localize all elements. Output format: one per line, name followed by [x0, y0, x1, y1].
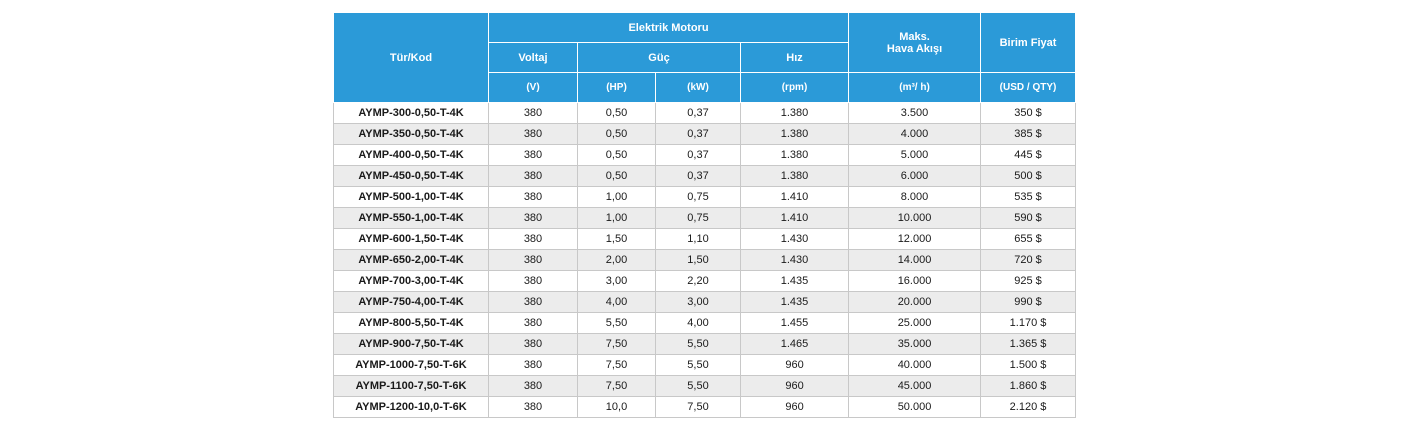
cell-voltage: 380	[489, 271, 578, 292]
cell-kw: 3,00	[656, 292, 741, 313]
cell-hp: 5,50	[578, 313, 656, 334]
cell-air-flow: 14.000	[849, 250, 981, 271]
table-row	[334, 166, 1076, 187]
cell-code: AYMP-550-1,00-T-4K	[334, 208, 489, 229]
cell-kw: 1,50	[656, 250, 741, 271]
table-row	[334, 187, 1076, 208]
cell-rpm: 1.380	[741, 124, 849, 145]
cell-air-flow: 25.000	[849, 313, 981, 334]
cell-code: AYMP-800-5,50-T-4K	[334, 313, 489, 334]
cell-rpm: 960	[741, 376, 849, 397]
cell-kw: 0,37	[656, 103, 741, 124]
cell-air-flow: 45.000	[849, 376, 981, 397]
table-row	[334, 355, 1076, 376]
cell-air-flow: 35.000	[849, 334, 981, 355]
cell-hp: 1,00	[578, 187, 656, 208]
cell-voltage: 380	[489, 187, 578, 208]
cell-price: 535 $	[981, 187, 1076, 208]
cell-code: AYMP-750-4,00-T-4K	[334, 292, 489, 313]
cell-hp: 0,50	[578, 166, 656, 187]
cell-voltage: 380	[489, 376, 578, 397]
table-row	[334, 208, 1076, 229]
cell-hp: 0,50	[578, 103, 656, 124]
cell-kw: 0,37	[656, 145, 741, 166]
cell-air-flow: 4.000	[849, 124, 981, 145]
cell-rpm: 960	[741, 355, 849, 376]
cell-code: AYMP-1200-10,0-T-6K	[334, 397, 489, 418]
cell-air-flow: 5.000	[849, 145, 981, 166]
table-body	[334, 103, 1076, 418]
unit-rpm: (rpm)	[741, 73, 849, 103]
cell-price: 385 $	[981, 124, 1076, 145]
header-electric-motor: Elektrik Motoru	[489, 13, 849, 43]
cell-price: 445 $	[981, 145, 1076, 166]
cell-voltage: 380	[489, 166, 578, 187]
cell-air-flow: 6.000	[849, 166, 981, 187]
table-row	[334, 397, 1076, 418]
table-row	[334, 376, 1076, 397]
cell-voltage: 380	[489, 124, 578, 145]
unit-price: (USD / QTY)	[981, 73, 1076, 103]
price-table	[333, 12, 1076, 418]
header-speed: Hız	[741, 43, 849, 73]
table-row	[334, 271, 1076, 292]
cell-voltage: 380	[489, 313, 578, 334]
header-max-air-line2: Hava Akışı	[886, 42, 943, 55]
table-row	[334, 229, 1076, 250]
cell-hp: 10,0	[578, 397, 656, 418]
cell-voltage: 380	[489, 103, 578, 124]
cell-kw: 0,75	[656, 208, 741, 229]
unit-hp: (HP)	[578, 73, 656, 103]
table-row	[334, 103, 1076, 124]
cell-rpm: 1.465	[741, 334, 849, 355]
cell-hp: 3,00	[578, 271, 656, 292]
cell-hp: 7,50	[578, 334, 656, 355]
cell-code: AYMP-900-7,50-T-4K	[334, 334, 489, 355]
cell-rpm: 1.435	[741, 271, 849, 292]
cell-price: 2.120 $	[981, 397, 1076, 418]
table-row	[334, 250, 1076, 271]
cell-kw: 0,37	[656, 166, 741, 187]
cell-kw: 0,75	[656, 187, 741, 208]
unit-voltage: (V)	[489, 73, 578, 103]
cell-rpm: 1.430	[741, 250, 849, 271]
cell-rpm: 1.410	[741, 208, 849, 229]
cell-code: AYMP-600-1,50-T-4K	[334, 229, 489, 250]
cell-kw: 5,50	[656, 334, 741, 355]
cell-code: AYMP-350-0,50-T-4K	[334, 124, 489, 145]
cell-kw: 4,00	[656, 313, 741, 334]
cell-price: 1.365 $	[981, 334, 1076, 355]
cell-voltage: 380	[489, 250, 578, 271]
cell-air-flow: 50.000	[849, 397, 981, 418]
cell-hp: 4,00	[578, 292, 656, 313]
table-row	[334, 124, 1076, 145]
cell-kw: 1,10	[656, 229, 741, 250]
table-row	[334, 313, 1076, 334]
cell-hp: 1,00	[578, 208, 656, 229]
cell-code: AYMP-1100-7,50-T-6K	[334, 376, 489, 397]
cell-voltage: 380	[489, 208, 578, 229]
cell-rpm: 1.410	[741, 187, 849, 208]
cell-price: 1.860 $	[981, 376, 1076, 397]
cell-price: 350 $	[981, 103, 1076, 124]
cell-code: AYMP-500-1,00-T-4K	[334, 187, 489, 208]
cell-voltage: 380	[489, 229, 578, 250]
cell-rpm: 1.455	[741, 313, 849, 334]
cell-rpm: 1.380	[741, 103, 849, 124]
cell-voltage: 380	[489, 397, 578, 418]
cell-rpm: 1.380	[741, 145, 849, 166]
cell-voltage: 380	[489, 355, 578, 376]
cell-voltage: 380	[489, 334, 578, 355]
cell-voltage: 380	[489, 292, 578, 313]
cell-code: AYMP-1000-7,50-T-6K	[334, 355, 489, 376]
cell-air-flow: 20.000	[849, 292, 981, 313]
cell-kw: 2,20	[656, 271, 741, 292]
cell-price: 925 $	[981, 271, 1076, 292]
cell-kw: 5,50	[656, 355, 741, 376]
cell-air-flow: 40.000	[849, 355, 981, 376]
cell-hp: 0,50	[578, 145, 656, 166]
cell-air-flow: 12.000	[849, 229, 981, 250]
cell-air-flow: 10.000	[849, 208, 981, 229]
unit-air-flow: (m³/ h)	[849, 73, 981, 103]
cell-price: 990 $	[981, 292, 1076, 313]
cell-hp: 7,50	[578, 355, 656, 376]
cell-price: 1.170 $	[981, 313, 1076, 334]
cell-voltage: 380	[489, 145, 578, 166]
cell-hp: 2,00	[578, 250, 656, 271]
cell-kw: 5,50	[656, 376, 741, 397]
header-max-air-flow	[849, 13, 981, 73]
table-row	[334, 334, 1076, 355]
cell-kw: 0,37	[656, 124, 741, 145]
price-table-container	[333, 12, 1075, 418]
cell-price: 500 $	[981, 166, 1076, 187]
cell-rpm: 1.380	[741, 166, 849, 187]
cell-rpm: 960	[741, 397, 849, 418]
table-row	[334, 145, 1076, 166]
cell-air-flow: 16.000	[849, 271, 981, 292]
cell-price: 590 $	[981, 208, 1076, 229]
cell-air-flow: 8.000	[849, 187, 981, 208]
cell-code: AYMP-450-0,50-T-4K	[334, 166, 489, 187]
cell-kw: 7,50	[656, 397, 741, 418]
header-voltage: Voltaj	[489, 43, 578, 73]
cell-code: AYMP-700-3,00-T-4K	[334, 271, 489, 292]
cell-price: 1.500 $	[981, 355, 1076, 376]
cell-hp: 7,50	[578, 376, 656, 397]
cell-hp: 0,50	[578, 124, 656, 145]
cell-price: 720 $	[981, 250, 1076, 271]
unit-kw: (kW)	[656, 73, 741, 103]
header-power: Güç	[578, 43, 741, 73]
cell-rpm: 1.430	[741, 229, 849, 250]
cell-code: AYMP-400-0,50-T-4K	[334, 145, 489, 166]
header-max-air-line1: Maks.	[899, 30, 930, 43]
cell-price: 655 $	[981, 229, 1076, 250]
table-row	[334, 292, 1076, 313]
cell-hp: 1,50	[578, 229, 656, 250]
header-type-code: Tür/Kod	[334, 13, 489, 103]
cell-code: AYMP-300-0,50-T-4K	[334, 103, 489, 124]
cell-code: AYMP-650-2,00-T-4K	[334, 250, 489, 271]
cell-rpm: 1.435	[741, 292, 849, 313]
header-unit-price: Birim Fiyat	[981, 13, 1076, 73]
cell-air-flow: 3.500	[849, 103, 981, 124]
